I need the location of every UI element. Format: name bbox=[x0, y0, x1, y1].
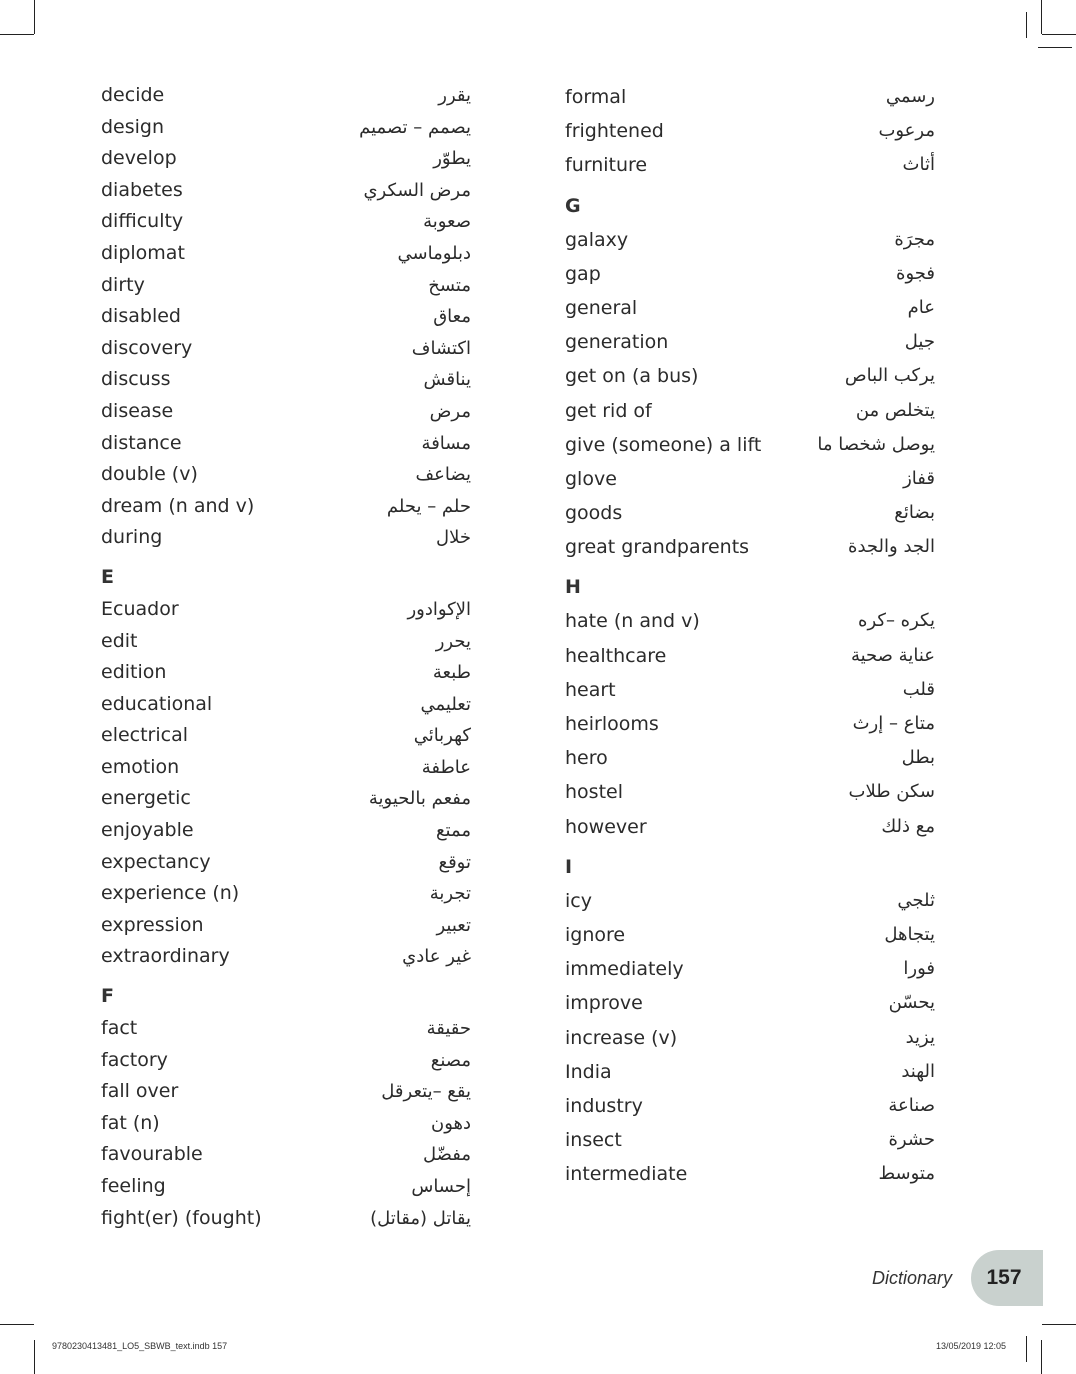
dictionary-entry bbox=[101, 689, 471, 721]
crop-mark bbox=[1041, 1340, 1042, 1374]
dictionary-entry bbox=[101, 112, 471, 144]
dictionary-entry bbox=[101, 720, 471, 752]
arabic-translation: تعبير bbox=[436, 914, 471, 936]
arabic-translation: قلب bbox=[902, 678, 935, 700]
section-letter: G bbox=[565, 194, 581, 217]
dictionary-entry bbox=[565, 741, 935, 775]
english-word: increase (v) bbox=[565, 1026, 678, 1049]
english-word: furniture bbox=[565, 154, 648, 177]
arabic-translation: دهون bbox=[430, 1112, 471, 1134]
crop-mark bbox=[0, 1324, 34, 1325]
arabic-translation: مرض السكري bbox=[363, 179, 471, 201]
arabic-translation: يطوّر bbox=[433, 148, 471, 170]
english-word: edit bbox=[101, 629, 138, 652]
arabic-translation: طبعة bbox=[432, 662, 471, 684]
dictionary-entry bbox=[565, 1021, 935, 1055]
dictionary-entry bbox=[565, 462, 935, 496]
arabic-translation: متاع – إرث bbox=[852, 713, 935, 734]
dictionary-entry bbox=[565, 1157, 935, 1191]
arabic-translation: الهند bbox=[901, 1060, 935, 1082]
english-word: give (someone) a lift bbox=[565, 433, 762, 456]
footer-label: Dictionary bbox=[872, 1268, 953, 1288]
arabic-translation: حشرة bbox=[888, 1129, 935, 1151]
english-word: decide bbox=[101, 84, 165, 106]
arabic-translation: معاق bbox=[433, 306, 471, 328]
section-letter: I bbox=[565, 855, 573, 878]
arabic-translation: حلم – يحلم bbox=[386, 495, 471, 517]
english-word: fact bbox=[101, 1017, 138, 1040]
dictionary-entry bbox=[101, 459, 471, 491]
page-number-tab bbox=[971, 1250, 1043, 1306]
arabic-translation: متوسط bbox=[878, 1163, 935, 1185]
dictionary-entry bbox=[565, 952, 935, 986]
dictionary-entry bbox=[101, 333, 471, 365]
english-word: frightened bbox=[565, 120, 664, 143]
crop-mark bbox=[1026, 12, 1027, 38]
arabic-translation: مع ذلك bbox=[881, 815, 935, 837]
section-letter: H bbox=[565, 576, 581, 599]
arabic-translation: يصمم – تصميم bbox=[359, 116, 471, 138]
dictionary-entry bbox=[565, 530, 935, 564]
english-word: fight(er) (fought) bbox=[101, 1206, 262, 1229]
dictionary-entry bbox=[565, 80, 935, 114]
english-word: general bbox=[565, 296, 638, 319]
dictionary-entry bbox=[101, 752, 471, 784]
dictionary-entry bbox=[101, 428, 471, 460]
english-word: discovery bbox=[101, 336, 193, 359]
english-word: immediately bbox=[565, 958, 684, 981]
english-word: fall over bbox=[101, 1080, 179, 1103]
english-word: expression bbox=[101, 913, 204, 936]
english-word: electrical bbox=[101, 724, 189, 747]
arabic-translation: الجد والجدة bbox=[848, 536, 935, 558]
arabic-translation: يقاتل (مقاتل) bbox=[370, 1207, 471, 1229]
english-word: icy bbox=[565, 889, 592, 912]
arabic-translation: أثاث bbox=[902, 154, 935, 176]
arabic-translation: يتجاهل bbox=[884, 923, 935, 945]
dictionary-entry bbox=[101, 783, 471, 815]
dictionary-entry bbox=[565, 884, 935, 918]
dictionary-entry bbox=[565, 673, 935, 707]
arabic-translation: يحرر bbox=[435, 630, 471, 652]
english-word: get on (a bus) bbox=[565, 365, 699, 388]
dictionary-entry bbox=[101, 1108, 471, 1140]
english-word: however bbox=[565, 815, 647, 838]
left-column bbox=[101, 80, 471, 1234]
arabic-translation: بطل bbox=[901, 747, 935, 769]
arabic-translation: عام bbox=[907, 296, 935, 318]
arabic-translation: صناعة bbox=[888, 1094, 935, 1116]
english-word: generation bbox=[565, 331, 669, 354]
arabic-translation: يتخلص من bbox=[855, 399, 935, 421]
english-word: enjoyable bbox=[101, 819, 194, 842]
dictionary-entry bbox=[565, 291, 935, 325]
dictionary-entry bbox=[101, 238, 471, 270]
arabic-translation: مجرَة bbox=[894, 228, 935, 250]
dictionary-entry bbox=[565, 257, 935, 291]
crop-mark bbox=[34, 0, 35, 34]
dictionary-entry bbox=[101, 626, 471, 658]
dictionary-entry bbox=[101, 910, 471, 942]
dictionary-entry bbox=[101, 941, 471, 973]
dictionary-entry bbox=[565, 496, 935, 530]
dictionary-entry bbox=[101, 1076, 471, 1108]
arabic-translation: تعليمي bbox=[420, 693, 471, 715]
english-word: feeling bbox=[101, 1175, 166, 1197]
dictionary-entry bbox=[101, 270, 471, 302]
english-word: heart bbox=[565, 678, 616, 701]
arabic-translation: عناية صحية bbox=[850, 644, 935, 666]
english-word: formal bbox=[565, 86, 627, 108]
crop-mark bbox=[1026, 1336, 1027, 1362]
dictionary-entry bbox=[101, 491, 471, 523]
dictionary-entry bbox=[565, 1123, 935, 1157]
arabic-translation: فورا bbox=[903, 958, 935, 980]
arabic-translation: عاطفة bbox=[421, 756, 471, 778]
arabic-translation: تجربة bbox=[429, 883, 471, 905]
arabic-translation: يقع –يتعرقل bbox=[381, 1081, 471, 1103]
arabic-translation: سكن طلاب bbox=[848, 781, 935, 803]
dictionary-entry bbox=[101, 1171, 471, 1203]
english-word: hostel bbox=[565, 781, 623, 804]
arabic-translation: يكره –كره bbox=[858, 610, 935, 632]
english-word: fat (n) bbox=[101, 1111, 160, 1134]
english-word: hate (n and v) bbox=[565, 610, 700, 633]
arabic-translation: مصنع bbox=[430, 1049, 471, 1071]
english-word: dream (n and v) bbox=[101, 494, 255, 517]
arabic-translation: دبلوماسي bbox=[397, 242, 471, 264]
english-word: intermediate bbox=[565, 1163, 688, 1186]
arabic-translation: يوصل شخصا ما bbox=[817, 433, 935, 455]
english-word: hero bbox=[565, 747, 608, 770]
english-word: design bbox=[101, 115, 165, 138]
arabic-translation: يقرر bbox=[438, 85, 471, 106]
english-word: emotion bbox=[101, 755, 180, 778]
english-word: double (v) bbox=[101, 463, 198, 486]
dictionary-entry bbox=[101, 1203, 471, 1235]
dictionary-entry bbox=[101, 206, 471, 238]
arabic-translation: يركب الباص bbox=[844, 365, 935, 387]
english-word: galaxy bbox=[565, 228, 629, 251]
arabic-translation: متسخ bbox=[428, 274, 471, 296]
arabic-translation: ممتع bbox=[435, 820, 471, 842]
english-word: educational bbox=[101, 692, 213, 715]
dictionary-entry bbox=[565, 986, 935, 1020]
crop-mark bbox=[34, 1340, 35, 1374]
dictionary-entry bbox=[565, 810, 935, 844]
arabic-translation: بضائع bbox=[894, 502, 935, 524]
dictionary-entry bbox=[565, 428, 935, 462]
arabic-translation: يزيد bbox=[905, 1026, 935, 1048]
english-word: energetic bbox=[101, 787, 191, 810]
dictionary-entry bbox=[101, 364, 471, 396]
file-slug: 9780230413481_LO5_SBWB_text.indb 157 bbox=[52, 1341, 228, 1351]
arabic-translation: الإكوادور bbox=[407, 598, 471, 620]
print-timestamp: 13/05/2019 12:05 bbox=[936, 1341, 1007, 1351]
english-word: disease bbox=[101, 399, 174, 422]
english-word: develop bbox=[101, 147, 177, 170]
english-word: glove bbox=[565, 467, 617, 490]
english-word: industry bbox=[565, 1094, 643, 1117]
arabic-translation: مسافة bbox=[421, 432, 471, 454]
dictionary-entry bbox=[101, 396, 471, 428]
dictionary-entry bbox=[565, 114, 935, 148]
english-word: disabled bbox=[101, 305, 181, 328]
english-word: Ecuador bbox=[101, 597, 179, 620]
english-word: insect bbox=[565, 1129, 622, 1152]
arabic-translation: اكتشاف bbox=[411, 337, 471, 359]
dictionary-entry bbox=[565, 325, 935, 359]
english-word: distance bbox=[101, 431, 182, 454]
arabic-translation: صعوبة bbox=[423, 211, 471, 233]
english-word: diplomat bbox=[101, 241, 185, 264]
crop-mark bbox=[1038, 47, 1072, 48]
dictionary-entry bbox=[101, 657, 471, 689]
dictionary-entry bbox=[101, 522, 471, 554]
english-word: difficulty bbox=[101, 210, 184, 233]
arabic-translation: يحسّن bbox=[888, 992, 935, 1014]
english-word: get rid of bbox=[565, 399, 652, 422]
arabic-translation: جيل bbox=[904, 331, 935, 353]
arabic-translation: مفعم بالحيوية bbox=[368, 788, 471, 810]
crop-mark bbox=[1041, 0, 1042, 34]
english-word: edition bbox=[101, 661, 167, 684]
english-word: dirty bbox=[101, 273, 145, 296]
arabic-translation: كهربائي bbox=[413, 725, 471, 747]
dictionary-entry bbox=[565, 918, 935, 952]
dictionary-entry bbox=[101, 815, 471, 847]
dictionary-entry bbox=[101, 80, 471, 112]
arabic-translation: توقع bbox=[438, 851, 471, 873]
english-word: goods bbox=[565, 502, 623, 525]
english-word: improve bbox=[565, 992, 643, 1015]
english-word: healthcare bbox=[565, 644, 667, 667]
dictionary-entry bbox=[101, 143, 471, 175]
crop-mark bbox=[0, 34, 34, 35]
page-number: 157 bbox=[986, 1266, 1022, 1289]
english-word: India bbox=[565, 1060, 612, 1083]
dictionary-entry bbox=[565, 604, 935, 638]
dictionary-entry bbox=[101, 878, 471, 910]
english-word: gap bbox=[565, 262, 601, 285]
arabic-translation: حقيقة bbox=[426, 1018, 471, 1040]
english-word: heirlooms bbox=[565, 713, 659, 735]
dictionary-entry bbox=[565, 1089, 935, 1123]
dictionary-entry bbox=[565, 359, 935, 393]
english-word: discuss bbox=[101, 368, 171, 391]
dictionary-entry bbox=[565, 639, 935, 673]
arabic-translation: إحساس bbox=[411, 1176, 471, 1197]
arabic-translation: يناقش bbox=[423, 369, 471, 391]
dictionary-entry bbox=[101, 594, 471, 626]
dictionary-entry bbox=[101, 301, 471, 333]
dictionary-entry bbox=[565, 1055, 935, 1089]
arabic-translation: مرض bbox=[429, 400, 471, 422]
section-letter: E bbox=[101, 565, 114, 588]
arabic-translation: فجوة bbox=[896, 262, 935, 284]
dictionary-entry bbox=[101, 175, 471, 207]
dictionary-entry bbox=[565, 707, 935, 741]
arabic-translation: مرعوب bbox=[878, 120, 935, 142]
crop-mark bbox=[1042, 1324, 1076, 1325]
arabic-translation: غير عادي bbox=[402, 946, 471, 968]
arabic-translation: قفاز bbox=[903, 467, 935, 489]
dictionary-entry bbox=[565, 775, 935, 809]
dictionary-entry bbox=[565, 394, 935, 428]
english-word: ignore bbox=[565, 923, 626, 946]
arabic-translation: يضاعف bbox=[415, 464, 471, 486]
english-word: great grandparents bbox=[565, 536, 750, 559]
dictionary-entry bbox=[101, 1013, 471, 1045]
english-word: favourable bbox=[101, 1143, 203, 1166]
dictionary-entry bbox=[101, 847, 471, 879]
section-letter: F bbox=[101, 985, 114, 1008]
dictionary-entry bbox=[565, 148, 935, 182]
arabic-translation: ثلجي bbox=[897, 889, 935, 911]
right-column bbox=[565, 80, 935, 1191]
english-word: diabetes bbox=[101, 178, 183, 201]
arabic-translation: مفضّل bbox=[423, 1144, 471, 1166]
dictionary-entry bbox=[101, 1139, 471, 1171]
crop-mark bbox=[1042, 34, 1076, 35]
english-word: experience (n) bbox=[101, 882, 240, 905]
dictionary-entry bbox=[101, 1045, 471, 1077]
arabic-translation: خلال bbox=[436, 527, 471, 549]
english-word: expectancy bbox=[101, 850, 211, 873]
english-word: during bbox=[101, 526, 163, 549]
dictionary-entry bbox=[565, 223, 935, 257]
english-word: extraordinary bbox=[101, 945, 230, 968]
english-word: factory bbox=[101, 1048, 168, 1071]
arabic-translation: رسمي bbox=[885, 86, 935, 107]
